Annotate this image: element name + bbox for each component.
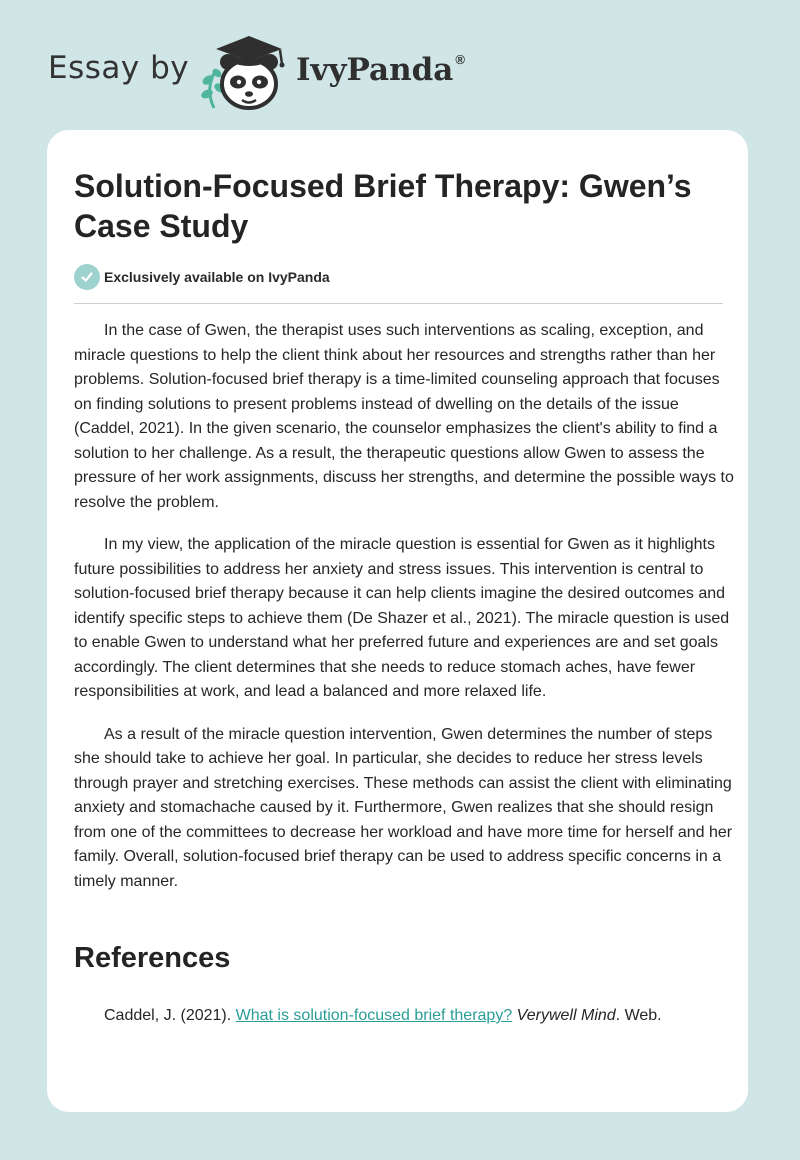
brand-name[interactable] [296, 52, 465, 88]
site-header [0, 0, 800, 130]
check-circle-icon [74, 264, 100, 290]
exclusive-badge [74, 264, 330, 290]
article-body [74, 319, 734, 912]
reference-entry [104, 1004, 734, 1028]
panda-graduate-logo-icon[interactable] [196, 30, 296, 112]
references-heading: References [74, 942, 231, 974]
paragraph: In my view, the application of the miracle question is essential for Gwen as it highlights future possibilities to address her anxiety and stress issues. This intervention is central to solution-focused brief therapy because it can help clients imagine the desired outcomes and identify specific steps to achieve them (De Shazer et al., 2021). The miracle question is used to enable Gwen to understand what her preferred future and experiences are and set goals accordingly. The client determines that she needs to reduce stomach aches, have fewer responsibilities at work, and lead a balanced and more relaxed life. [74, 536, 730, 700]
reference-source: Verywell Mind [516, 1007, 616, 1024]
reference-link[interactable]: What is solution-focused brief therapy? [235, 1007, 513, 1024]
essay-by-label: Essay by [48, 50, 190, 86]
title-divider [74, 303, 723, 304]
exclusive-badge-label: Exclusively available on IvyPanda [104, 269, 330, 285]
paragraph: As a result of the miracle question intervention, Gwen determines the number of steps she should take to achieve her goal. In particular, she decides to reduce her stress levels through prayer and stretching exercises. These methods can assist the client with eliminating anxiety and stomachache caused by it. Furthermore, Gwen realizes that she should resign from one of the committees to decrease her workload and have more time for herself and her family. Overall, solution-focused brief therapy can be used to address specific concerns in a timely manner. [74, 725, 733, 890]
article-card [47, 130, 748, 1112]
page-title: Solution-Focused Brief Therapy: Gwen’s Case Study [74, 168, 692, 244]
registered-mark: ® [455, 52, 465, 67]
paragraph: In the case of Gwen, the therapist uses such interventions as scaling, exception, and miracle questions to help the client think about her resources and strengths rather than her problems. Solution-focused brief therapy is a time-limited counseling approach that focuses on finding solutions to present problems instead of dwelling on the details of the issue (Caddel, 2021). In the given scenario, the counselor emphasizes the client's ability to find a solution to her challenge. As a result, the therapeutic questions allow Gwen to assess the pressure of her work assignments, discuss her strengths, and determine the possible ways to resolve the problem. [74, 322, 734, 511]
reference-suffix: . Web. [615, 1007, 662, 1024]
reference-authors: Caddel, J. (2021). [104, 1007, 236, 1024]
brand-name-text: IvyPanda [296, 52, 454, 88]
